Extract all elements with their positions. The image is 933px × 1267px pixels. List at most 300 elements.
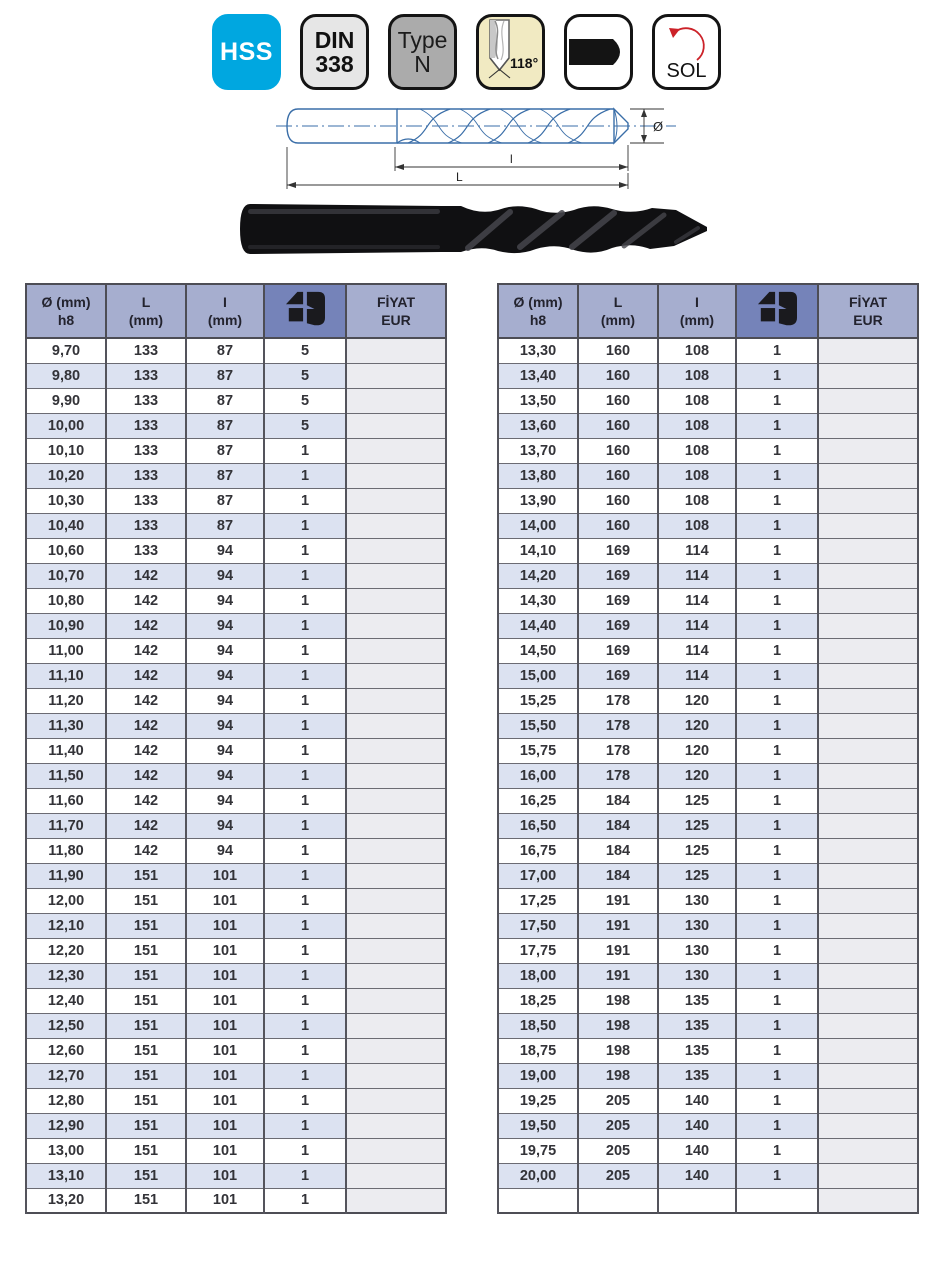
table-row (26, 613, 446, 638)
cell-qty: 1 (736, 688, 818, 713)
cell-price (346, 463, 446, 488)
header-flute-line2: (mm) (679, 312, 715, 328)
cell-price (346, 763, 446, 788)
cell-price (818, 1088, 918, 1113)
cell-flute-length: 101 (186, 1013, 264, 1038)
cell-price (346, 938, 446, 963)
cell-flute-length: 125 (658, 838, 736, 863)
cell-total-length: 169 (578, 538, 658, 563)
cell-flute-length: 101 (186, 963, 264, 988)
cell-total-length: 184 (578, 813, 658, 838)
table-row (498, 538, 918, 563)
cell-diameter: 14,20 (498, 563, 578, 588)
col-header-flute-length (658, 284, 736, 338)
cell-qty: 1 (264, 1113, 346, 1138)
cell-flute-length: 94 (186, 738, 264, 763)
table-row (498, 1063, 918, 1088)
cell-price (346, 1138, 446, 1163)
cell-total-length: 133 (106, 338, 186, 363)
cell-flute-length: 114 (658, 538, 736, 563)
cell-qty: 1 (736, 1013, 818, 1038)
table-row (26, 388, 446, 413)
cell-price (818, 913, 918, 938)
cell-diameter: 10,20 (26, 463, 106, 488)
point-angle-label: 118° (509, 54, 538, 71)
cell-qty: 1 (736, 738, 818, 763)
table-row (26, 1138, 446, 1163)
table-row (498, 363, 918, 388)
dim-total-length-label: L (456, 170, 463, 184)
cell-price (346, 1013, 446, 1038)
drill-bit-photo (236, 200, 714, 258)
cell-price (818, 1163, 918, 1188)
table-row (498, 963, 918, 988)
cell-flute-length: 94 (186, 613, 264, 638)
cell-total-length: 151 (106, 963, 186, 988)
cell-price (818, 838, 918, 863)
cell-qty: 1 (736, 563, 818, 588)
cell-qty: 1 (736, 1038, 818, 1063)
cell-diameter: 10,10 (26, 438, 106, 463)
cell-price (818, 1138, 918, 1163)
cell-diameter: 13,30 (498, 338, 578, 363)
cell-total-length: 142 (106, 563, 186, 588)
cell-qty: 1 (264, 538, 346, 563)
cell-flute-length: 101 (186, 1038, 264, 1063)
cell-diameter: 19,75 (498, 1138, 578, 1163)
header-price-line1: FİYAT (376, 293, 416, 310)
cell-diameter: 15,50 (498, 713, 578, 738)
cell-flute-length: 140 (658, 1088, 736, 1113)
table-row (498, 1038, 918, 1063)
cell-qty: 1 (264, 963, 346, 988)
cell-flute-length: 87 (186, 413, 264, 438)
cell-flute-length: 87 (186, 363, 264, 388)
table-row (26, 1063, 446, 1088)
table-row (26, 713, 446, 738)
cell-total-length: 184 (578, 838, 658, 863)
cell-diameter: 18,25 (498, 988, 578, 1013)
cell-diameter: 9,70 (26, 338, 106, 363)
cell-qty: 1 (736, 813, 818, 838)
table-row (26, 1163, 446, 1188)
cell-flute-length: 130 (658, 938, 736, 963)
cell-qty: 1 (264, 638, 346, 663)
cell-flute-length: 114 (658, 613, 736, 638)
cell-diameter (498, 1188, 578, 1213)
cell-qty: 1 (736, 438, 818, 463)
badge-straight-shank (564, 14, 633, 90)
cell-flute-length: 125 (658, 863, 736, 888)
table-row (498, 388, 918, 413)
header-total-line2: (mm) (128, 312, 164, 328)
table-row (498, 738, 918, 763)
cell-qty: 1 (264, 1063, 346, 1088)
cell-price (346, 413, 446, 438)
cell-flute-length: 94 (186, 538, 264, 563)
cell-diameter: 11,30 (26, 713, 106, 738)
cell-flute-length: 108 (658, 463, 736, 488)
cell-diameter: 14,10 (498, 538, 578, 563)
cell-total-length: 142 (106, 763, 186, 788)
cell-price (818, 763, 918, 788)
table-row (498, 763, 918, 788)
dim-diameter-label: Ø (653, 119, 664, 134)
cell-total-length: 142 (106, 688, 186, 713)
cell-total-length: 198 (578, 1038, 658, 1063)
table-row (498, 463, 918, 488)
col-header-total-length (578, 284, 658, 338)
header-flute-line1: I (695, 293, 699, 310)
cell-total-length: 151 (106, 1063, 186, 1088)
table-row (26, 588, 446, 613)
cell-flute-length: 135 (658, 1063, 736, 1088)
cell-price (346, 913, 446, 938)
table-row (498, 938, 918, 963)
cell-flute-length: 87 (186, 513, 264, 538)
cell-flute-length: 108 (658, 513, 736, 538)
cell-flute-length: 120 (658, 738, 736, 763)
cell-qty: 5 (264, 413, 346, 438)
cell-price (818, 338, 918, 363)
cell-qty: 1 (736, 863, 818, 888)
package-icon (754, 289, 800, 329)
table-row (26, 913, 446, 938)
cell-total-length: 151 (106, 938, 186, 963)
cell-diameter: 12,80 (26, 1088, 106, 1113)
cell-price (346, 838, 446, 863)
header-diameter-line1: Ø (mm) (41, 293, 91, 310)
header-diameter-line2: h8 (57, 312, 75, 328)
cell-total-length: 151 (106, 1113, 186, 1138)
cell-diameter: 20,00 (498, 1163, 578, 1188)
cell-total-length (578, 1188, 658, 1213)
cell-qty: 1 (264, 1163, 346, 1188)
cell-qty: 1 (264, 863, 346, 888)
cell-flute-length: 87 (186, 438, 264, 463)
cell-diameter: 11,40 (26, 738, 106, 763)
cell-flute-length: 94 (186, 588, 264, 613)
cell-diameter: 11,90 (26, 863, 106, 888)
table-row (498, 1013, 918, 1038)
cell-qty: 1 (264, 663, 346, 688)
cell-flute-length: 101 (186, 1063, 264, 1088)
badge-hss-material (212, 14, 281, 90)
cell-flute-length: 125 (658, 813, 736, 838)
table-row (26, 513, 446, 538)
cell-flute-length: 94 (186, 838, 264, 863)
cell-qty: 1 (736, 1163, 818, 1188)
cell-qty: 1 (736, 1063, 818, 1088)
cell-diameter: 13,80 (498, 463, 578, 488)
cell-price (818, 563, 918, 588)
table-row (498, 888, 918, 913)
col-header-diameter (498, 284, 578, 338)
cell-flute-length: 114 (658, 563, 736, 588)
cell-diameter: 10,40 (26, 513, 106, 538)
cell-qty: 1 (264, 438, 346, 463)
cell-diameter: 19,00 (498, 1063, 578, 1088)
cell-flute-length: 108 (658, 338, 736, 363)
cell-qty: 1 (264, 588, 346, 613)
table-row (26, 538, 446, 563)
technical-drawing (272, 97, 682, 197)
table-row (26, 363, 446, 388)
cell-flute-length: 108 (658, 488, 736, 513)
cell-price (346, 588, 446, 613)
cell-price (346, 363, 446, 388)
cell-flute-length: 101 (186, 1138, 264, 1163)
table-row (26, 738, 446, 763)
cell-total-length: 160 (578, 513, 658, 538)
cell-total-length: 142 (106, 663, 186, 688)
cell-flute-length: 140 (658, 1138, 736, 1163)
cell-diameter: 12,70 (26, 1063, 106, 1088)
cell-price (818, 638, 918, 663)
cell-price (818, 513, 918, 538)
cell-total-length: 133 (106, 363, 186, 388)
table-row (26, 1038, 446, 1063)
cell-qty: 1 (264, 1188, 346, 1213)
cell-qty: 1 (264, 688, 346, 713)
sol-label: SOL (666, 59, 707, 82)
cell-total-length: 178 (578, 688, 658, 713)
straight-shank-icon (569, 37, 629, 67)
table-row (26, 788, 446, 813)
cell-total-length: 169 (578, 663, 658, 688)
table-row (26, 338, 446, 363)
cell-price (346, 1113, 446, 1138)
header-total-line1: L (141, 293, 151, 310)
cell-price (818, 988, 918, 1013)
cell-diameter: 15,00 (498, 663, 578, 688)
cell-diameter: 18,75 (498, 1038, 578, 1063)
cell-flute-length: 94 (186, 688, 264, 713)
cell-qty: 1 (736, 1113, 818, 1138)
cell-qty: 1 (264, 563, 346, 588)
cell-flute-length: 108 (658, 413, 736, 438)
cell-total-length: 160 (578, 338, 658, 363)
cell-price (818, 713, 918, 738)
badge-rotation-left (652, 14, 721, 90)
col-header-flute-length (186, 284, 264, 338)
cell-flute-length: 101 (186, 863, 264, 888)
header-flute-line2: (mm) (207, 312, 243, 328)
cell-price (818, 888, 918, 913)
cell-qty: 1 (736, 338, 818, 363)
table-row (498, 488, 918, 513)
header-total-line2: (mm) (600, 312, 636, 328)
table-row (498, 413, 918, 438)
cell-qty: 1 (264, 1088, 346, 1113)
table-row (498, 513, 918, 538)
cell-flute-length: 130 (658, 963, 736, 988)
cell-flute-length: 101 (186, 1113, 264, 1138)
cell-price (818, 538, 918, 563)
cell-flute-length: 87 (186, 488, 264, 513)
cell-price (346, 888, 446, 913)
din-line1: DIN (314, 26, 355, 53)
cell-qty: 1 (736, 588, 818, 613)
size-table-right (497, 283, 919, 1214)
col-header-qty (264, 284, 346, 338)
type-line1: Type (397, 26, 448, 53)
cell-qty: 1 (736, 888, 818, 913)
cell-total-length: 133 (106, 388, 186, 413)
hss-label: HSS (220, 37, 273, 66)
cell-qty: 1 (264, 938, 346, 963)
cell-flute-length: 87 (186, 338, 264, 363)
cell-qty: 1 (736, 613, 818, 638)
table-row (498, 438, 918, 463)
cell-diameter: 10,60 (26, 538, 106, 563)
cell-qty: 1 (736, 363, 818, 388)
table-row (498, 688, 918, 713)
cell-price (346, 538, 446, 563)
col-header-diameter (26, 284, 106, 338)
cell-qty: 1 (736, 838, 818, 863)
cell-qty: 1 (736, 788, 818, 813)
cell-total-length: 205 (578, 1163, 658, 1188)
cell-price (818, 863, 918, 888)
cell-diameter: 12,10 (26, 913, 106, 938)
cell-diameter: 12,20 (26, 938, 106, 963)
cell-flute-length: 114 (658, 638, 736, 663)
cell-qty: 1 (736, 963, 818, 988)
cell-price (346, 788, 446, 813)
cell-price (818, 663, 918, 688)
cell-total-length: 151 (106, 1163, 186, 1188)
cell-diameter: 16,25 (498, 788, 578, 813)
table-row (498, 1138, 918, 1163)
header-flute-line1: I (223, 293, 227, 310)
cell-price (346, 1063, 446, 1088)
cell-diameter: 15,25 (498, 688, 578, 713)
cell-total-length: 151 (106, 988, 186, 1013)
cell-flute-length: 135 (658, 988, 736, 1013)
cell-total-length: 133 (106, 438, 186, 463)
cell-qty: 1 (264, 838, 346, 863)
cell-flute-length: 87 (186, 388, 264, 413)
cell-diameter: 10,70 (26, 563, 106, 588)
badge-din-338 (300, 14, 369, 90)
header-diameter-line1: Ø (mm) (513, 293, 563, 310)
cell-diameter: 12,50 (26, 1013, 106, 1038)
cell-diameter: 11,20 (26, 688, 106, 713)
cell-total-length: 142 (106, 638, 186, 663)
cell-diameter: 16,00 (498, 763, 578, 788)
table-row (26, 638, 446, 663)
header-price-line1: FİYAT (848, 293, 888, 310)
cell-total-length: 169 (578, 613, 658, 638)
cell-total-length: 160 (578, 463, 658, 488)
cell-flute-length: 94 (186, 563, 264, 588)
cell-total-length: 142 (106, 788, 186, 813)
cell-qty: 5 (264, 363, 346, 388)
cell-total-length: 198 (578, 988, 658, 1013)
drill-tip-118-icon (480, 18, 542, 87)
cell-flute-length: 94 (186, 713, 264, 738)
cell-flute-length: 101 (186, 988, 264, 1013)
cell-price (346, 663, 446, 688)
table-row (26, 963, 446, 988)
table-row (26, 1188, 446, 1213)
cell-diameter: 10,80 (26, 588, 106, 613)
cell-qty: 1 (264, 1138, 346, 1163)
table-row (26, 413, 446, 438)
cell-flute-length: 135 (658, 1038, 736, 1063)
cell-total-length: 198 (578, 1063, 658, 1088)
cell-qty: 1 (736, 488, 818, 513)
cell-flute-length: 101 (186, 1088, 264, 1113)
cell-diameter: 17,50 (498, 913, 578, 938)
cell-qty (736, 1188, 818, 1213)
cell-flute-length: 140 (658, 1113, 736, 1138)
table-row (26, 438, 446, 463)
cell-price (818, 463, 918, 488)
cell-price (818, 613, 918, 638)
table-row (498, 1188, 918, 1213)
cell-diameter: 13,50 (498, 388, 578, 413)
cell-price (346, 513, 446, 538)
cell-flute-length: 101 (186, 888, 264, 913)
cell-price (818, 688, 918, 713)
table-row (26, 663, 446, 688)
table-row (26, 488, 446, 513)
cell-diameter: 16,50 (498, 813, 578, 838)
table-row (498, 663, 918, 688)
din-line2: 338 (315, 51, 354, 77)
cell-total-length: 184 (578, 788, 658, 813)
cell-qty: 5 (264, 388, 346, 413)
cell-price (346, 1188, 446, 1213)
cell-flute-length: 130 (658, 888, 736, 913)
cell-total-length: 178 (578, 763, 658, 788)
cell-diameter: 11,80 (26, 838, 106, 863)
table-row (498, 913, 918, 938)
cell-flute-length: 135 (658, 1013, 736, 1038)
cell-diameter: 9,90 (26, 388, 106, 413)
cell-diameter: 10,90 (26, 613, 106, 638)
cell-price (818, 588, 918, 613)
cell-total-length: 151 (106, 863, 186, 888)
table-row (26, 1088, 446, 1113)
cell-price (818, 1188, 918, 1213)
size-table-left (25, 283, 447, 1214)
cell-qty: 1 (736, 388, 818, 413)
cell-flute-length: 114 (658, 588, 736, 613)
cell-total-length: 160 (578, 363, 658, 388)
cell-diameter: 11,70 (26, 813, 106, 838)
cell-diameter: 17,25 (498, 888, 578, 913)
cell-diameter: 16,75 (498, 838, 578, 863)
cell-total-length: 133 (106, 463, 186, 488)
cell-qty: 1 (264, 988, 346, 1013)
cell-diameter: 18,00 (498, 963, 578, 988)
cell-qty: 1 (264, 888, 346, 913)
cell-total-length: 191 (578, 913, 658, 938)
cell-diameter: 12,30 (26, 963, 106, 988)
cell-diameter: 13,10 (26, 1163, 106, 1188)
cell-flute-length: 94 (186, 813, 264, 838)
cell-price (818, 963, 918, 988)
cell-price (346, 1038, 446, 1063)
table-row (26, 463, 446, 488)
cell-price (818, 938, 918, 963)
table-row (26, 1113, 446, 1138)
package-icon (282, 289, 328, 329)
cell-flute-length: 94 (186, 638, 264, 663)
